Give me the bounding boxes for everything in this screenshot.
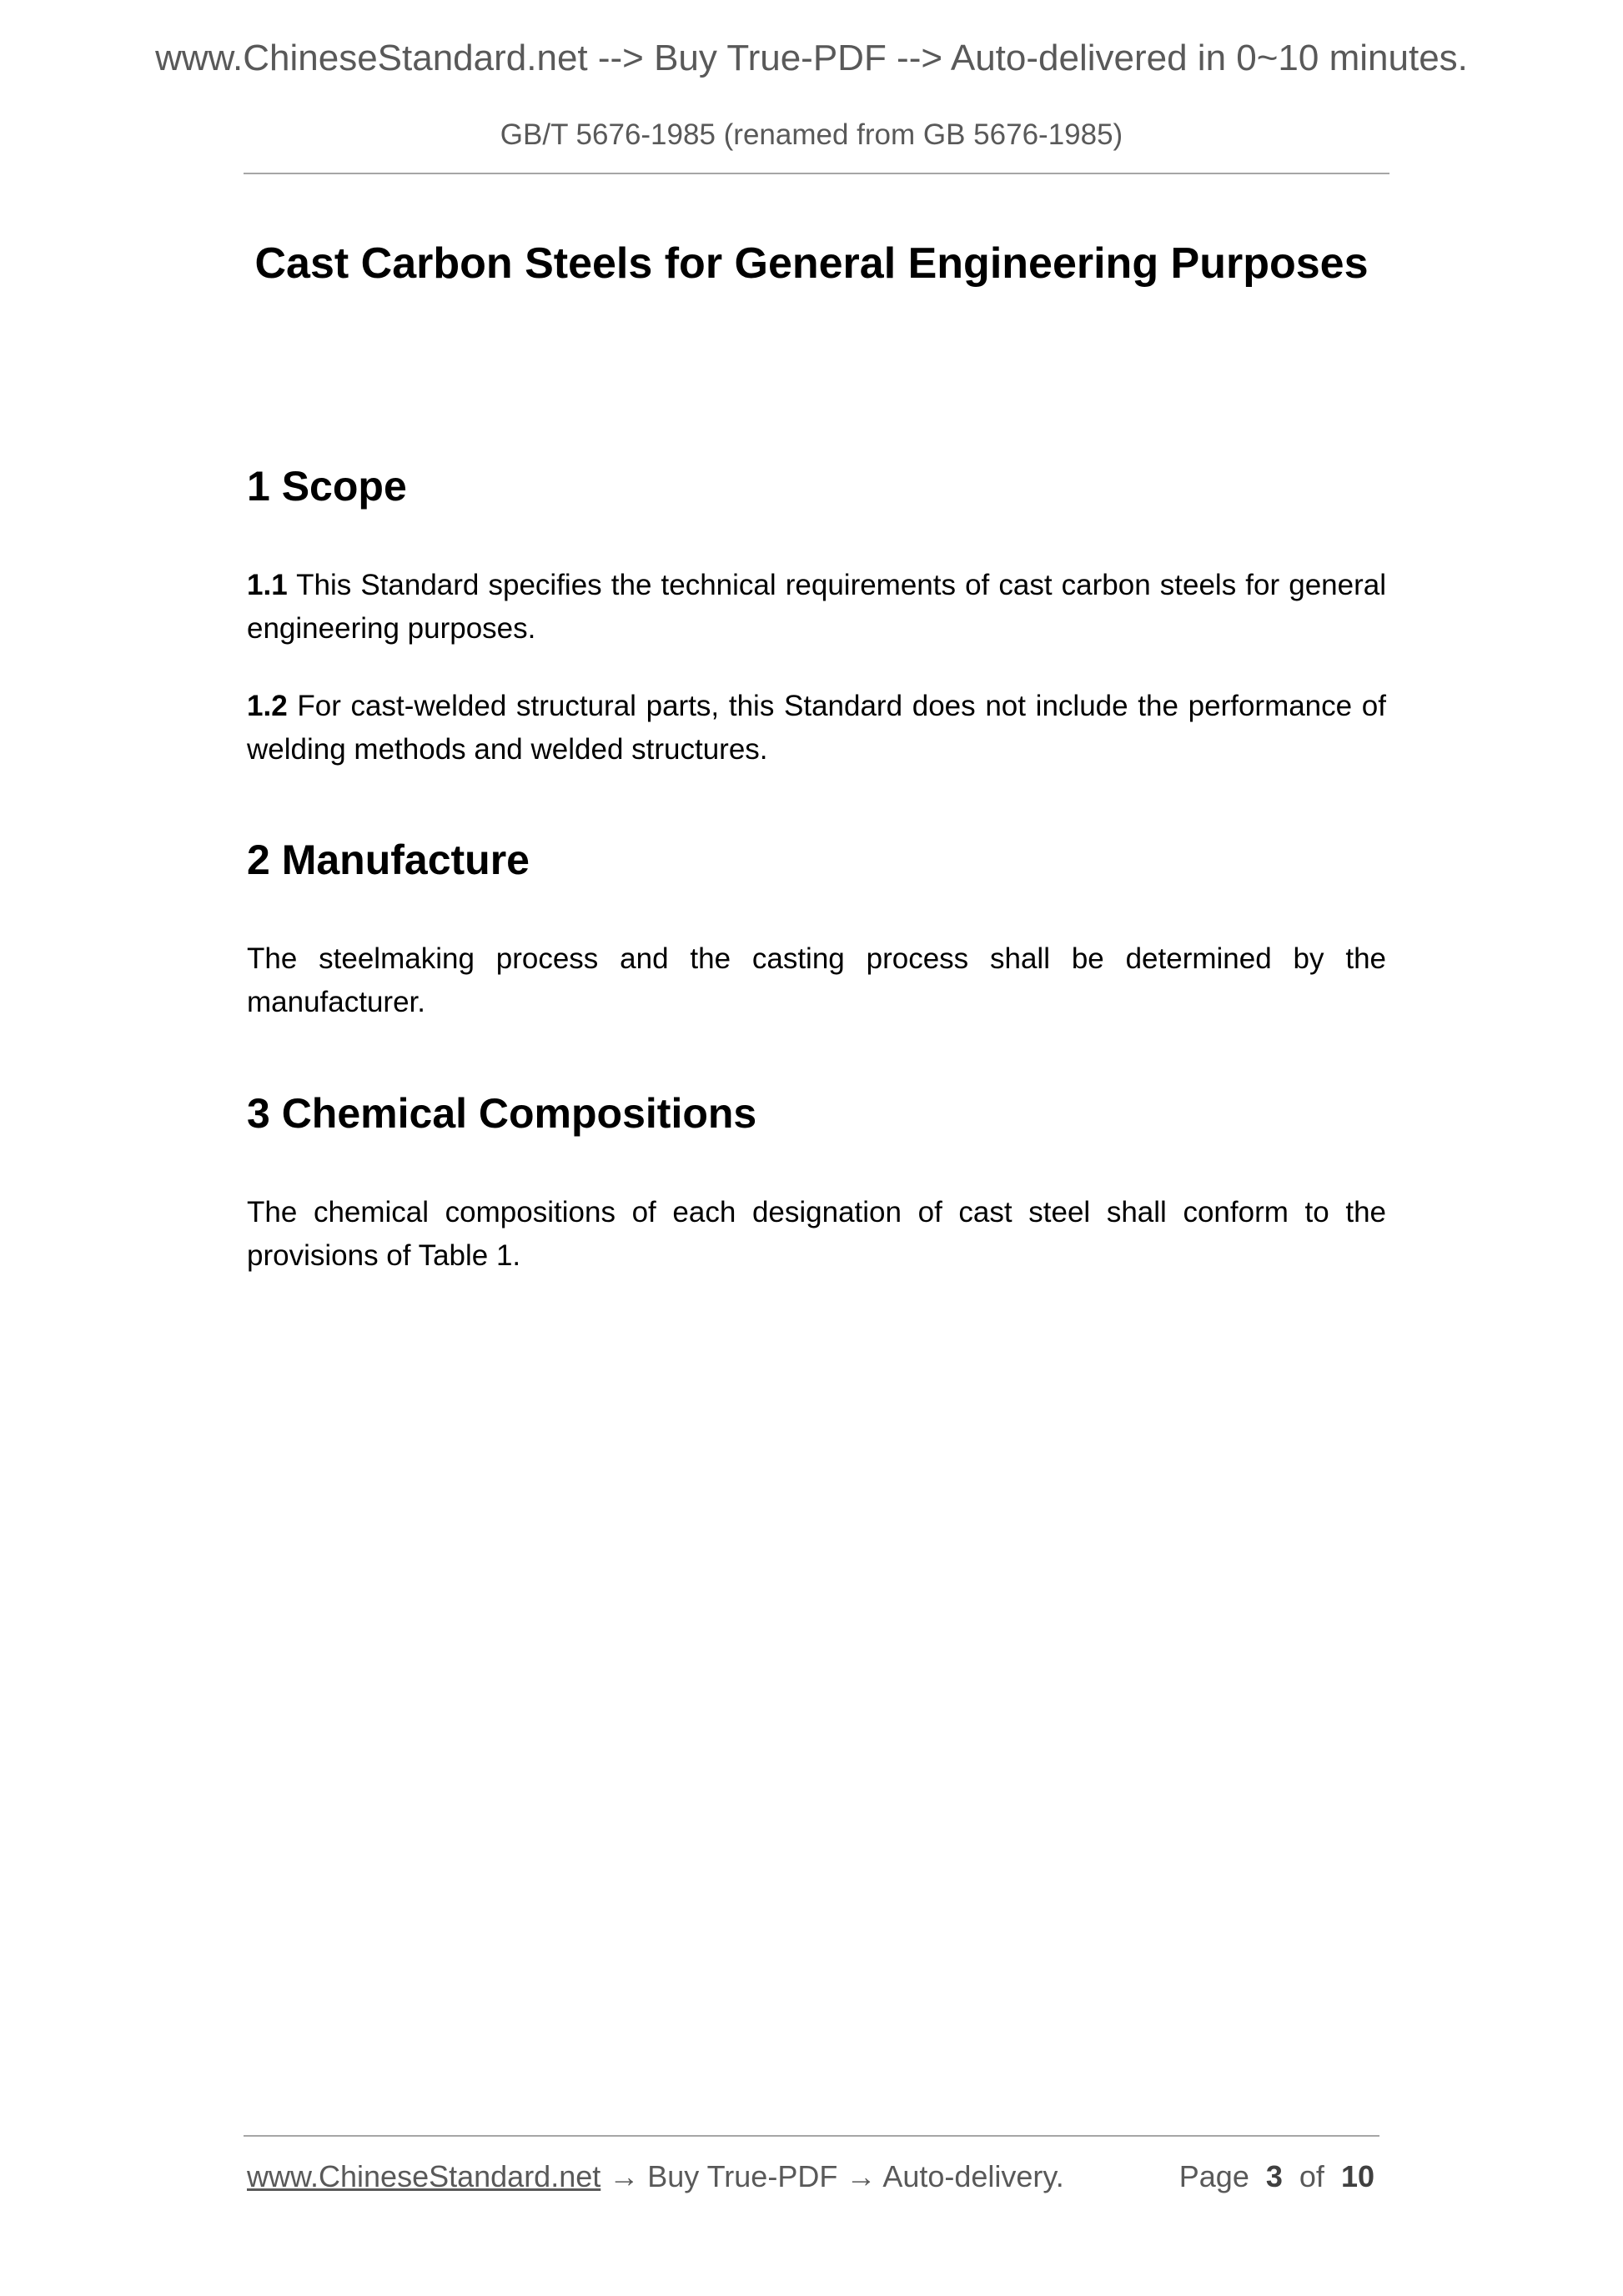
total-page-count: 10 [1340,2159,1374,2193]
section-heading-chemical-compositions: 3 Chemical Compositions [247,1090,757,1137]
of-word: of [1299,2159,1324,2193]
footer-website-link[interactable]: www.ChineseStandard.net [247,2159,601,2193]
document-title: Cast Carbon Steels for General Engineering Purposes [254,239,1369,288]
header-divider [244,173,1389,174]
footer-divider [244,2135,1379,2137]
chemical-compositions-paragraph: The chemical compositions of each designation of cast steel shall conform to the provisions of Table 1. [247,1196,1386,1272]
clause-number: 1.1 [247,569,288,601]
current-page-number: 3 [1265,2159,1283,2193]
top-banner: www.ChineseStandard.net --> Buy True-PDF --> Auto-delivered in 0~10 minutes. [155,38,1468,78]
clause-text: This Standard specifies the technical requirements of cast carbon steels for general engineering purposes. [247,569,1386,645]
document-code-subtitle: GB/T 5676-1985 (renamed from GB 5676-1985) [500,118,1123,151]
page-word: Page [1178,2159,1249,2193]
clause-number: 1.2 [247,690,288,722]
clause-1-2 [247,685,1386,771]
clause-1-1 [247,564,1386,651]
footer-left [247,2159,1064,2193]
page-indicator [1178,2159,1374,2193]
clause-text: For cast-welded structural parts, this Standard does not include the performance of welding methods and welded structures. [247,690,1386,766]
footer-tagline: → Buy True-PDF → Auto-delivery. [600,2159,1064,2193]
section-heading-manufacture: 2 Manufacture [247,837,530,883]
manufacture-paragraph: The steelmaking process and the casting process shall be determined by the manufacturer. [247,942,1386,1018]
section-heading-scope: 1 Scope [247,463,407,510]
